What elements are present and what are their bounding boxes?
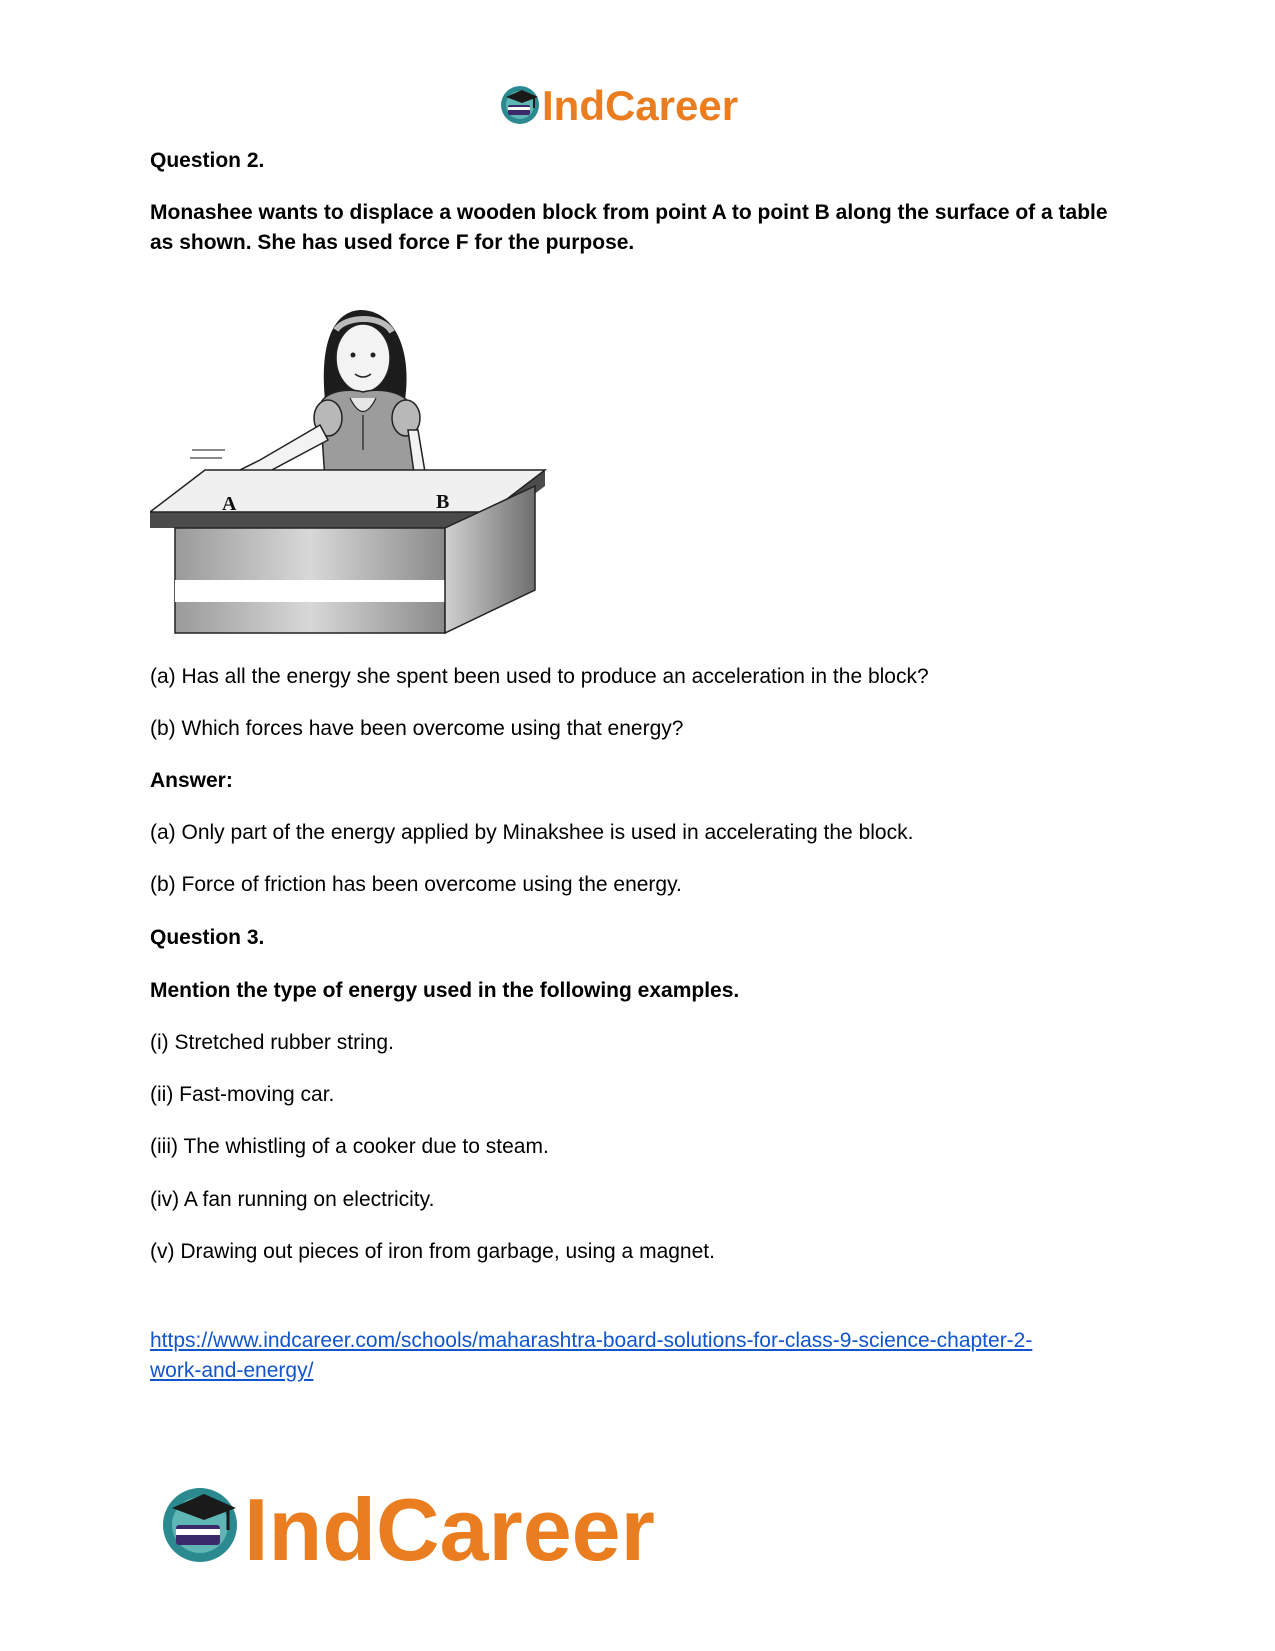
question-3-prompt: Mention the type of energy used in the following examples. <box>150 979 740 1002</box>
source-link-line-2[interactable]: work-and-energy/ <box>150 1359 314 1382</box>
girl-face <box>336 324 390 392</box>
indcareer-logo-bottom <box>160 1470 720 1580</box>
answer-label: Answer: <box>150 769 233 792</box>
source-link[interactable] <box>150 1326 1130 1386</box>
question-2-sub-b: (b) Which forces have been overcome using that energy? <box>150 717 684 740</box>
list-item: (v) Drawing out pieces of iron from garbage, using a magnet. <box>150 1240 715 1263</box>
point-b-label: B <box>436 491 450 513</box>
indcareer-logo-top <box>498 80 778 130</box>
logo-wordmark: IndCareer <box>542 82 739 129</box>
question-2-heading: Question 2. <box>150 149 265 172</box>
answer-b: (b) Force of friction has been overcome using the energy. <box>150 873 682 896</box>
list-item: (iv) A fan running on electricity. <box>150 1188 435 1211</box>
point-a-label: A <box>222 493 237 515</box>
answer-a: (a) Only part of the energy applied by Minakshee is used in accelerating the block. <box>150 821 914 844</box>
graduation-cap-book-globe-icon <box>163 1488 237 1562</box>
question-2-sub-a: (a) Has all the energy she spent been used to produce an acceleration in the block? <box>150 665 929 688</box>
graduation-cap-book-globe-icon <box>501 86 539 124</box>
logo-wordmark: IndCareer <box>244 1480 655 1579</box>
question-2-prompt: Monashee wants to displace a wooden block from point A to point B along the surface of a table as shown. She has used force F for the purpose. <box>150 201 1108 254</box>
source-link-line-1[interactable]: https://www.indcareer.com/schools/maharashtra-board-solutions-for-class-9-science-chapter-2- <box>150 1329 1033 1352</box>
list-item: (i) Stretched rubber string. <box>150 1031 394 1054</box>
list-item: (iii) The whistling of a cooker due to steam. <box>150 1135 549 1158</box>
girl-pushing-block-illustration <box>150 290 570 670</box>
question-3-heading: Question 3. <box>150 926 265 949</box>
list-item: (ii) Fast-moving car. <box>150 1083 335 1106</box>
